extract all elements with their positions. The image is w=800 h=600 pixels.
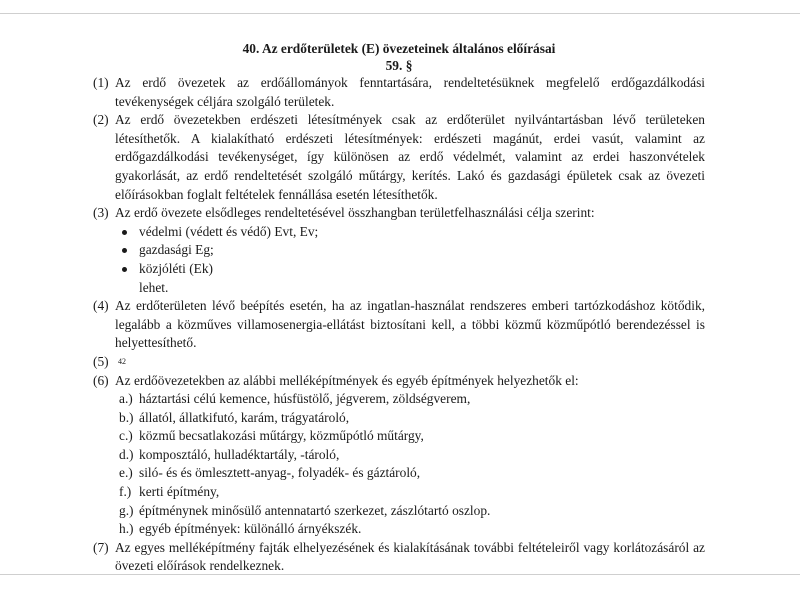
paragraph-6	[93, 372, 705, 391]
list-label: d.)	[119, 446, 134, 462]
zone-purpose-list	[93, 223, 705, 279]
paragraph-number: (2)	[93, 112, 109, 128]
bullet-icon	[122, 248, 127, 253]
list-item: a.) háztartási célú kemence, húsfüstölő, jégverem, zöldségverem,	[93, 390, 705, 409]
list-item: f.) kerti építmény,	[93, 483, 705, 502]
paragraph-number: (3)	[93, 205, 109, 221]
paragraph-number: (4)	[93, 298, 109, 314]
paragraph-text: Az egyes melléképítmény fajták elhelyezésének és kialakításának további feltételeiről vagy korlátozásáról az övezeti előírások rendelkeznek.	[115, 539, 705, 574]
paragraph-7	[93, 539, 705, 576]
paragraph-text: Az erdő övezetek az erdőállományok fenntartására, rendeltetésüknek megfelelő erdőgazdálkodási tevékenységek céljára szolgáló területek.	[115, 75, 705, 109]
footnote-reference[interactable]: 42	[118, 356, 126, 366]
paragraph-2	[93, 111, 705, 204]
paragraph-number: (1)	[93, 75, 109, 90]
list-label: e.)	[119, 465, 133, 481]
paragraph-number: (7)	[93, 539, 109, 555]
paragraph-text: Az erdő övezete elsődleges rendeltetésével összhangban területfelhasználási célja szerint:	[115, 205, 595, 221]
paragraph-text: Az erdőövezetekben az alábbi melléképítmények és egyéb építmények helyezhetők el:	[115, 372, 579, 388]
paragraph-1	[93, 74, 705, 111]
paragraph-text: Az erdőterületen lévő beépítés esetén, ha az ingatlan-használat rendszeres emberi tartózkodáshoz kötődik, legalább a közműves villamosenergia-ellátást biztosítani kell, a többi közmű közműpótló berendezéssel is helyettesíthető.	[115, 298, 705, 351]
section-heading: 40. Az erdőterületek (E) övezeteinek általános előírásai	[242, 41, 556, 56]
page-bottom-border	[0, 574, 800, 575]
list-item: b.) állatól, állatkifutó, karám, trágyatároló,	[93, 409, 705, 428]
list-item: gazdasági Eg;	[93, 241, 705, 260]
paragraph-4	[93, 297, 705, 353]
list-item: d.) komposztáló, hulladéktartály, -tároló,	[93, 446, 705, 465]
structures-list	[93, 390, 705, 539]
list-item: közjóléti (Ek)	[93, 260, 705, 279]
paragraph-5	[93, 353, 705, 372]
page-top-border	[0, 13, 800, 14]
list-item: védelmi (védett és védő) Evt, Ev;	[93, 223, 705, 242]
list-item: g.) építménynek minősülő antennatartó szerkezet, zászlótartó oszlop.	[93, 502, 705, 521]
paragraph-3	[93, 204, 705, 223]
document-page	[93, 40, 705, 576]
list-label: c.)	[119, 428, 133, 444]
list-label: b.)	[119, 409, 134, 425]
paragraph-text: Az erdő övezetekben erdészeti létesítmények csak az erdőterület nyilvántartásban lévő területeken létesíthetők. A kialakítható erdészeti létesítmények: erdészeti magánút, erdei vasút, valamint az erdőgazdálkodási tevékenységet, így különösen az erdő védelmét, valamint az erdei haszonvételek gyakorlását, az erdő rendeltetését szolgáló műtárgy, kerítés. Lakó és gazdasági épületek csak az övezeti előírásokban foglalt feltételek fennállása esetén létesíthetők.	[115, 112, 705, 202]
list-label: g.)	[119, 502, 134, 518]
bullet-icon	[122, 267, 127, 272]
list-item: c.) közmű becsatlakozási műtárgy, közműpótló műtárgy,	[93, 427, 705, 446]
bullet-icon	[122, 230, 127, 235]
paragraph-number: (5)	[93, 353, 109, 369]
list-label: f.)	[119, 484, 132, 500]
list-item: h.) egyéb építmények: különálló árnyékszék.	[93, 520, 705, 539]
list-label: h.)	[119, 521, 134, 537]
list-tail-text: lehet.	[139, 279, 169, 295]
list-item: e.) siló- és és ömlesztett-anyag-, folyadék- és gáztároló,	[93, 464, 705, 483]
paragraph-number: (6)	[93, 372, 109, 388]
list-label: a.)	[119, 391, 133, 407]
paragraph-mark: 59. §	[385, 58, 413, 73]
